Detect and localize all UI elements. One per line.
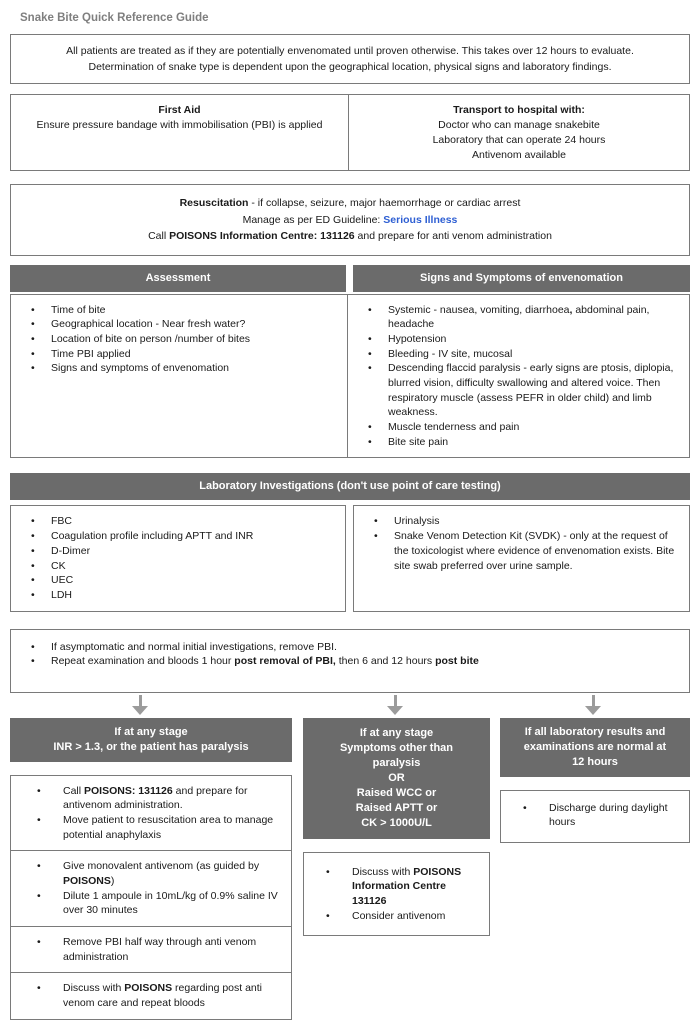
list-item [366, 435, 681, 450]
bullet-icon: • [37, 936, 41, 949]
list-item-text: Muscle tenderness and pain [388, 421, 520, 434]
pathway-middle-box [303, 852, 490, 937]
transport-cell [349, 95, 689, 170]
list-item-text: Bite site pain [388, 435, 449, 448]
list-item-text [63, 859, 285, 888]
list-item-text: Location of bite on person /number of bites [51, 332, 251, 345]
bullet-icon: • [368, 362, 372, 375]
list-item-text [63, 981, 285, 1010]
bullet-icon: • [37, 982, 41, 995]
pathway-left-step-call-poisons [11, 776, 291, 852]
list-item [29, 559, 337, 574]
text-segment: Call [148, 230, 170, 243]
text-line: CK > 1000U/L [361, 816, 432, 829]
first-aid-body: Ensure pressure bandage with immobilisation (PBI) is applied [36, 119, 323, 132]
list-item-text: Geographical location - Near fresh water? [51, 318, 246, 331]
list-item [521, 801, 675, 830]
bullet-icon: • [368, 421, 372, 434]
text-segment: If asymptomatic and normal initial investigations, remove PBI. [51, 640, 337, 653]
pathway-inr-paralysis [10, 718, 292, 1020]
text-line: paralysis [372, 756, 421, 769]
text-segment: POISONS [124, 982, 173, 995]
resuscitation-line-2 [25, 212, 675, 229]
text-segment: Move patient to resuscitation area to manage potential anaphylaxis [63, 813, 274, 841]
text-segment: - if collapse, seizure, major haemorrhage or cardiac arrest [248, 197, 521, 210]
bullet-icon: • [31, 655, 35, 668]
serious-illness-link[interactable]: Serious Illness [383, 213, 458, 226]
text-segment: Repeat examination and bloods 1 hour [51, 655, 235, 668]
text-line: If all laboratory results and [524, 725, 666, 738]
text-segment: , [569, 303, 573, 316]
intro-box [10, 34, 690, 84]
text-line: All patients are treated as if they are potentially envenomated until proven otherwise. This takes over 12 hours to evaluate. [66, 45, 634, 58]
bullet-icon: • [326, 865, 330, 878]
list-item-text [388, 303, 681, 332]
bullet-icon: • [326, 909, 330, 922]
text-line: INR > 1.3, or the patient has paralysis [53, 740, 249, 753]
first-aid-title: First Aid [158, 104, 201, 117]
list-item-text: Snake Venom Detection Kit (SVDK) - only at the request of the toxicologist where evidence of envenomation exists. Bite site swab preferred over urine sample. [394, 530, 675, 572]
transport-list [357, 118, 681, 163]
list-item [35, 889, 285, 918]
text-segment: then 6 and 12 hours [335, 655, 436, 668]
resuscitation-line-1 [25, 195, 675, 212]
text-segment: Manage as per ED Guideline: [242, 213, 384, 226]
list-item-text: Hypotension [388, 332, 447, 345]
pathway-left-steps [10, 775, 292, 1020]
page-title: Snake Bite Quick Reference Guide [20, 12, 209, 24]
first-aid-cell [11, 95, 349, 170]
laboratory-header: Laboratory Investigations (don't use point of care testing) [10, 473, 690, 500]
pathway-right-box [500, 790, 690, 843]
down-arrow-icon [585, 695, 601, 715]
list-item-text [63, 813, 285, 842]
pathway-left-step-remove-pbi [11, 927, 291, 973]
bullet-icon: • [31, 515, 35, 528]
pathway-left-step-post-care [11, 973, 291, 1019]
text-line: If at any stage [114, 725, 188, 738]
bullet-icon: • [374, 515, 378, 528]
bullet-icon: • [368, 347, 372, 360]
list-item-text: Urinalysis [394, 515, 440, 528]
list-item-text: Signs and symptoms of envenomation [51, 362, 230, 375]
text-segment: Resuscitation [179, 197, 249, 210]
pathway-other-symptoms [303, 718, 490, 1020]
assessment-section [10, 265, 690, 459]
pathway-left-header [10, 718, 292, 762]
pathway-left-step-antivenom [11, 851, 291, 927]
text-segment: abdominal pain, headache [388, 303, 650, 331]
transport-title: Transport to hospital with: [453, 104, 585, 117]
bullet-icon: • [31, 574, 35, 587]
list-item [372, 529, 681, 573]
text-segment: Call [63, 784, 85, 797]
text-segment: Dilute 1 ampoule in 10mL/kg of 0.9% saline IV over 30 minutes [63, 889, 278, 917]
list-item-text [63, 784, 285, 813]
bullet-icon: • [31, 347, 35, 360]
text-line: Doctor who can manage snakebite [438, 119, 600, 132]
pathway-middle-header [303, 718, 490, 839]
down-arrow-icon [132, 695, 148, 715]
bullet-icon: • [31, 588, 35, 601]
text-segment: Discuss with [63, 982, 125, 995]
bullet-icon: • [37, 860, 41, 873]
text-line: Antivenom available [472, 149, 566, 162]
list-item [29, 347, 339, 362]
list-item [29, 303, 339, 318]
list-item [366, 361, 681, 420]
list-item-text: Descending flaccid paralysis - early signs are ptosis, diplopia, blurred vision, difficulty swallowing and altered voice. Then respiratory muscle (assess PEFR in older child) and limb weakness. [388, 362, 674, 419]
text-line: Raised WCC or [356, 786, 437, 799]
bullet-icon: • [31, 332, 35, 345]
bullet-icon: • [368, 332, 372, 345]
list-item [29, 588, 337, 603]
assessment-header-row [10, 265, 690, 292]
monitoring-box [10, 629, 690, 693]
list-item [366, 420, 681, 435]
first-aid-transport-row [10, 94, 690, 171]
bullet-icon: • [31, 640, 35, 653]
laboratory-section [10, 473, 690, 611]
list-item [366, 303, 681, 332]
bullet-icon: • [31, 303, 35, 316]
bullet-icon: • [368, 303, 372, 316]
list-item [29, 640, 681, 655]
bullet-icon: • [31, 559, 35, 572]
text-segment: POISONS Information Centre: 131126 [169, 230, 355, 243]
down-arrow-icon [387, 695, 403, 715]
text-segment: Give monovalent antivenom (as guided by [63, 860, 260, 873]
bullet-icon: • [31, 544, 35, 557]
text-segment: Consider antivenom [352, 909, 446, 922]
text-line: Raised APTT or [355, 801, 438, 814]
pathway-right-header [500, 718, 690, 777]
resuscitation-line-3 [25, 228, 675, 245]
list-item-text: UEC [51, 574, 74, 587]
laboratory-body [10, 505, 690, 611]
text-segment: post removal of PBI, [234, 655, 336, 668]
list-item-text [63, 889, 285, 918]
list-item-text: Bleeding - IV site, mucosal [388, 347, 513, 360]
pathway-normal-results [500, 718, 690, 1020]
list-item [372, 514, 681, 529]
list-item [35, 813, 285, 842]
laboratory-left-list [10, 505, 346, 611]
list-item-text [352, 865, 479, 909]
list-item [29, 654, 681, 669]
list-item [29, 514, 337, 529]
bullet-icon: • [37, 784, 41, 797]
list-item-text: LDH [51, 588, 73, 601]
list-item [29, 544, 337, 559]
text-line: examinations are normal at [523, 740, 667, 753]
text-segment: and prepare for antivenom administration. [63, 784, 248, 812]
list-item [324, 909, 479, 924]
list-item [29, 317, 339, 332]
list-item-text [63, 935, 285, 964]
bullet-icon: • [31, 362, 35, 375]
text-segment: Systemic - nausea, vomiting, diarrhoea [388, 303, 570, 316]
bullet-icon: • [368, 435, 372, 448]
list-item [324, 865, 479, 909]
list-item-text: Time of bite [51, 303, 106, 316]
list-item-text [51, 654, 681, 669]
text-segment: and prepare for anti venom administration [354, 230, 552, 243]
signs-list [348, 295, 689, 458]
signs-header: Signs and Symptoms of envenomation [353, 265, 690, 292]
list-item-text: Coagulation profile including APTT and INR [51, 530, 254, 543]
assessment-list [11, 295, 348, 458]
list-item-text [352, 909, 479, 924]
list-item [366, 347, 681, 362]
list-item [35, 981, 285, 1010]
bullet-icon: • [31, 318, 35, 331]
list-item [366, 332, 681, 347]
text-segment: POISONS Information Centre 131126 [352, 865, 462, 907]
list-item [29, 573, 337, 588]
list-item-text [51, 640, 681, 655]
flow-arrows [10, 695, 690, 716]
pathways-row [10, 718, 690, 1020]
list-item-text: CK [51, 559, 66, 572]
list-item [35, 935, 285, 964]
list-item-text: Time PBI applied [51, 347, 131, 360]
text-line: If at any stage [359, 726, 434, 739]
bullet-icon: • [31, 530, 35, 543]
text-segment: Discharge during daylight hours [549, 801, 668, 829]
text-segment: POISONS [63, 875, 111, 888]
text-line: Symptoms other than [339, 741, 454, 754]
bullet-icon: • [523, 801, 527, 814]
text-segment: POISONS: 131126 [84, 784, 173, 797]
text-line: OR [388, 771, 405, 784]
list-item-text: FBC [51, 515, 72, 528]
bullet-icon: • [37, 889, 41, 902]
bullet-icon: • [374, 530, 378, 543]
list-item [29, 361, 339, 376]
resuscitation-box [10, 184, 690, 256]
text-line: Laboratory that can operate 24 hours [432, 134, 606, 147]
list-item [35, 859, 285, 888]
bullet-icon: • [37, 813, 41, 826]
list-item-text: D-Dimer [51, 544, 91, 557]
text-segment: regarding post anti venom care and repeat bloods [63, 982, 263, 1010]
text-segment: ) [110, 875, 115, 888]
laboratory-right-list [353, 505, 690, 611]
list-item [35, 784, 285, 813]
assessment-body [10, 294, 690, 459]
text-line: 12 hours [572, 755, 618, 768]
list-item-text [549, 801, 675, 830]
text-segment: Remove PBI half way through anti venom administration [63, 936, 257, 963]
list-item [29, 332, 339, 347]
list-item [29, 529, 337, 544]
assessment-header: Assessment [10, 265, 346, 292]
text-line: Determination of snake type is dependent upon the geographical location, physical signs and laboratory findings. [88, 61, 612, 74]
text-segment: Discuss with [352, 865, 414, 878]
text-segment: post bite [435, 655, 479, 668]
